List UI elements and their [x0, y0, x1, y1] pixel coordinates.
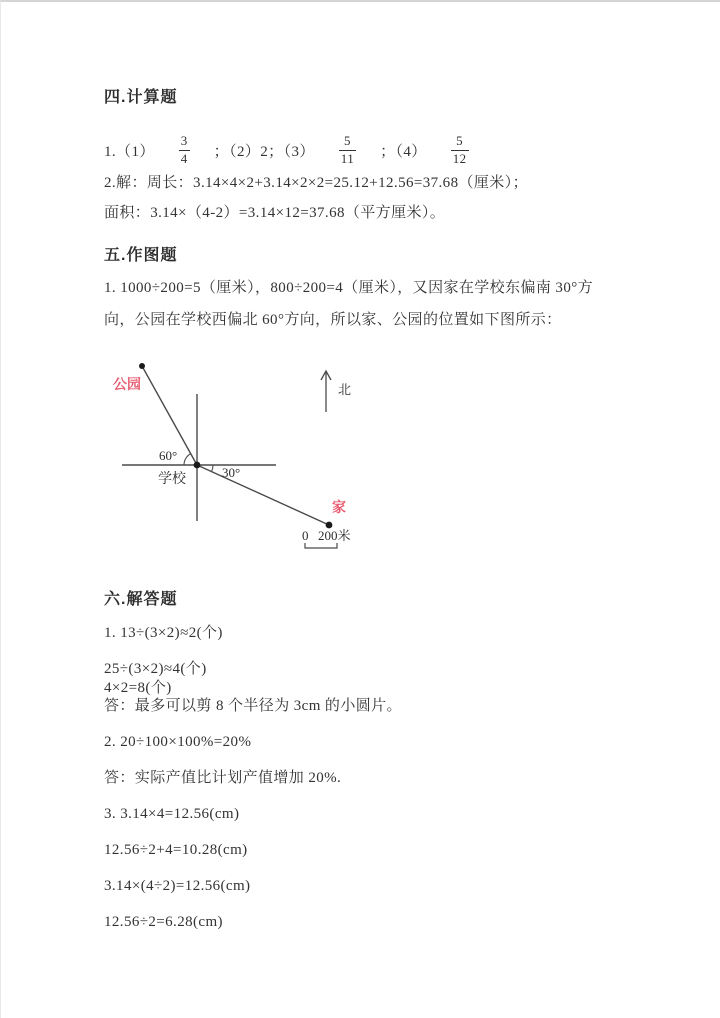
solve-line-1: 1. 13÷(3×2)≈2(个)	[104, 625, 223, 641]
fraction-numerator: 5	[456, 133, 464, 149]
calc-area-line: 面积：3.14×（4-2）=3.14×12=37.68（平方厘米）。	[104, 205, 446, 221]
solve-line-7: 3.14×(4÷2)=12.56(cm)	[104, 878, 251, 894]
angle-60-label: 60°	[159, 448, 178, 463]
fraction-numerator: 5	[343, 133, 351, 149]
section-solve-title: 六.解答题	[104, 591, 178, 608]
solve-line-8: 12.56÷2=6.28(cm)	[104, 914, 223, 930]
section-calc-title: 四.计算题	[104, 89, 178, 106]
fraction-three-fourths	[179, 133, 190, 167]
calc-answers-part3: ；（4）	[380, 143, 427, 160]
solve-line-4: 2. 20÷100×100%=20%	[104, 734, 252, 750]
park-label: 公园	[113, 376, 141, 392]
solve-line-3: 4×2=8(个)	[104, 680, 172, 696]
solve-line-2: 25÷(3×2)≈4(个)	[104, 661, 207, 677]
fraction-denominator: 12	[452, 150, 467, 166]
section-draw-title: 五.作图题	[104, 247, 178, 264]
calc-answers-line	[104, 128, 493, 172]
calc-answers-part2: ；（2）2；（3）	[213, 143, 315, 160]
park-point	[139, 363, 145, 369]
solve-line-5: 3. 3.14×4=12.56(cm)	[104, 806, 240, 822]
draw-explanation-line2: 向，公园在学校西偏北 60°方向，所以家、公园的位置如下图所示：	[104, 312, 562, 328]
fraction-denominator: 11	[340, 150, 355, 166]
solve-answer-1: 答：最多可以剪 8 个半径为 3cm 的小圆片。	[104, 698, 402, 714]
angle-arc-60	[184, 454, 191, 465]
fraction-numerator: 3	[180, 133, 188, 149]
home-label: 家	[332, 499, 346, 515]
fraction-denominator: 4	[180, 150, 188, 166]
school-point	[194, 462, 201, 469]
scale-bar	[305, 543, 337, 548]
school-to-home-line	[197, 465, 329, 525]
calc-answers-part1: 1.（1）	[104, 143, 155, 160]
position-map-diagram	[91, 352, 371, 564]
scale-zero-label: 0	[302, 528, 309, 543]
draw-explanation-line1: 1. 1000÷200=5（厘米），800÷200=4（厘米），又因家在学校东偏南 30°方	[104, 280, 594, 296]
school-label: 学校	[158, 470, 186, 486]
solve-line-6: 12.56÷2+4=10.28(cm)	[104, 842, 248, 858]
solve-answer-2: 答：实际产值比计划产值增加 20%.	[104, 770, 342, 786]
angle-arc-30	[212, 465, 214, 472]
fraction-five-elevenths	[339, 133, 356, 167]
angle-30-label: 30°	[222, 465, 241, 480]
north-label: 北	[338, 382, 352, 397]
calc-perimeter-line: 2.解：周长：3.14×4×2+3.14×2×2=25.12+12.56=37.68（厘米）；	[104, 175, 528, 191]
scale-length-label: 200米	[318, 528, 351, 543]
fraction-five-twelfths	[451, 133, 469, 167]
